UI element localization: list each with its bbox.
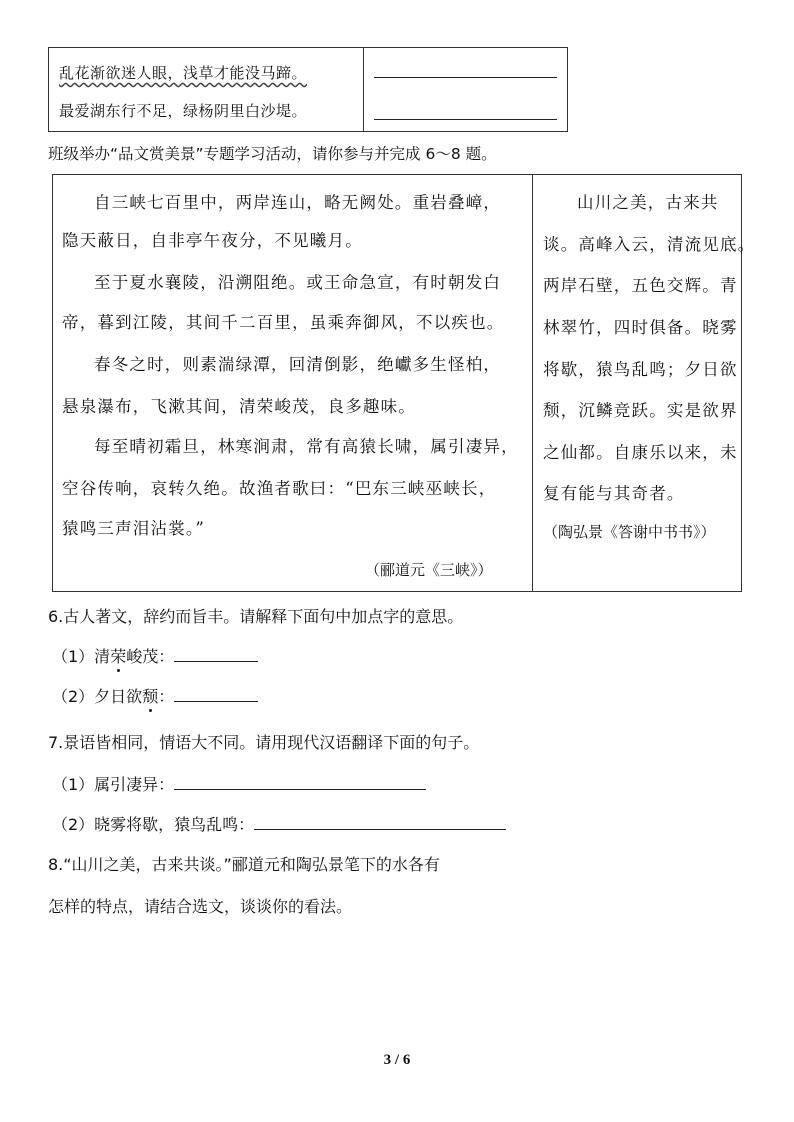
passage-line: 颓，沉鳞竞跃。实是欲界 xyxy=(543,401,738,420)
q7-item-2-label: （2）晓雾将歇，猿鸟乱鸣： xyxy=(52,815,255,834)
q8-line-2: 怎样的特点，请结合选文，谈谈你的看法。 xyxy=(48,897,353,916)
passage-line: 悬泉瀑布，飞漱其间，清荣峻茂，良多趣味。 xyxy=(62,397,416,416)
q7-item-2 xyxy=(52,812,506,835)
q6-item-2-suffix: ： xyxy=(158,687,175,706)
passage-dxzss xyxy=(533,175,756,591)
passage-line: 之仙都。自康乐以来，未 xyxy=(543,443,738,462)
passage-line: 至于夏水襄陵，沿溯阻绝。或王命急宣，有时朝发白 xyxy=(94,273,502,292)
passage-line: 林翠竹，四时俱备。晓雾 xyxy=(543,318,738,337)
q6-item-2-prefix: （2）夕日欲 xyxy=(52,687,143,706)
page-number: 3 / 6 xyxy=(383,1052,411,1068)
q6-item-1 xyxy=(52,644,258,667)
answer-blank[interactable] xyxy=(254,815,506,830)
passage-line: 自三峡七百里中，两岸连山，略无阙处。重岩叠嶂， xyxy=(94,193,502,212)
passage-table xyxy=(52,174,756,592)
poem-line-2: 最爱湖东行不足，绿杨阴里白沙堤。 xyxy=(59,102,308,120)
poem-line-1: 乱花渐欲迷人眼，浅草才能没马蹄。 xyxy=(59,64,308,82)
q7-item-1-label: （1）属引凄异： xyxy=(52,775,175,794)
passage-line: 将歇，猿鸟乱鸣；夕日欲 xyxy=(543,360,738,379)
q6-item-1-prefix: （1）清 xyxy=(52,647,111,666)
dotted-char: 颓 xyxy=(142,684,158,707)
passage-line: 空谷传响，哀转久绝。故渔者歌曰：“巴东三峡巫峡长， xyxy=(62,479,497,498)
answer-blank[interactable] xyxy=(174,687,258,702)
passage-attribution: （郦道元《三峡》） xyxy=(365,561,493,579)
passage-sanxia xyxy=(53,175,532,591)
passage-line: 山川之美，古来共 xyxy=(577,193,719,212)
q7-stem: 7.景语皆相同，情语大不同。请用现代汉语翻译下面的句子。 xyxy=(48,733,480,752)
passage-line: 两岸石壁，五色交辉。青 xyxy=(543,276,738,295)
q6-item-1-suffix: 峻茂： xyxy=(126,647,175,666)
passage-line: 复有能与其奇者。 xyxy=(543,484,685,503)
answer-blank[interactable] xyxy=(174,647,258,662)
passage-line: 春冬之时，则素湍绿潭，回清倒影，绝巘多生怪柏， xyxy=(94,355,502,374)
q8-line-1: 8.“山川之美，古来共谈。”郦道元和陶弘景笔下的水各有 xyxy=(48,855,440,874)
answer-line-2[interactable] xyxy=(374,119,557,120)
passage-attribution: （陶弘景《答谢中书书》） xyxy=(543,523,716,541)
activity-intro: 班级举办“品文赏美景”专题学习活动，请你参与并完成 6～8 题。 xyxy=(48,145,497,163)
passage-line: 帝，暮到江陵，其间千二百里，虽乘奔御风，不以疾也。 xyxy=(62,313,505,332)
answer-line-1[interactable] xyxy=(374,77,557,78)
q7-item-1 xyxy=(52,772,426,795)
answer-cell xyxy=(364,48,567,131)
poem-table xyxy=(48,47,568,132)
passage-line: 猿鸣三声泪沾裳。” xyxy=(62,519,205,538)
passage-line: 谈。高峰入云，清流见底。 xyxy=(543,235,756,254)
q6-stem: 6.古人著文，辞约而旨丰。请解释下面句中加点字的意思。 xyxy=(48,607,464,626)
poem-cell xyxy=(49,48,363,131)
answer-blank[interactable] xyxy=(174,775,426,790)
q6-item-2 xyxy=(52,684,258,707)
dotted-char: 荣 xyxy=(110,644,126,667)
passage-line: 每至晴初霜旦，林寒涧肃，常有高猿长啸，属引凄异， xyxy=(94,437,519,456)
passage-line: 隐天蔽日，自非亭午夜分，不见曦月。 xyxy=(62,231,363,250)
